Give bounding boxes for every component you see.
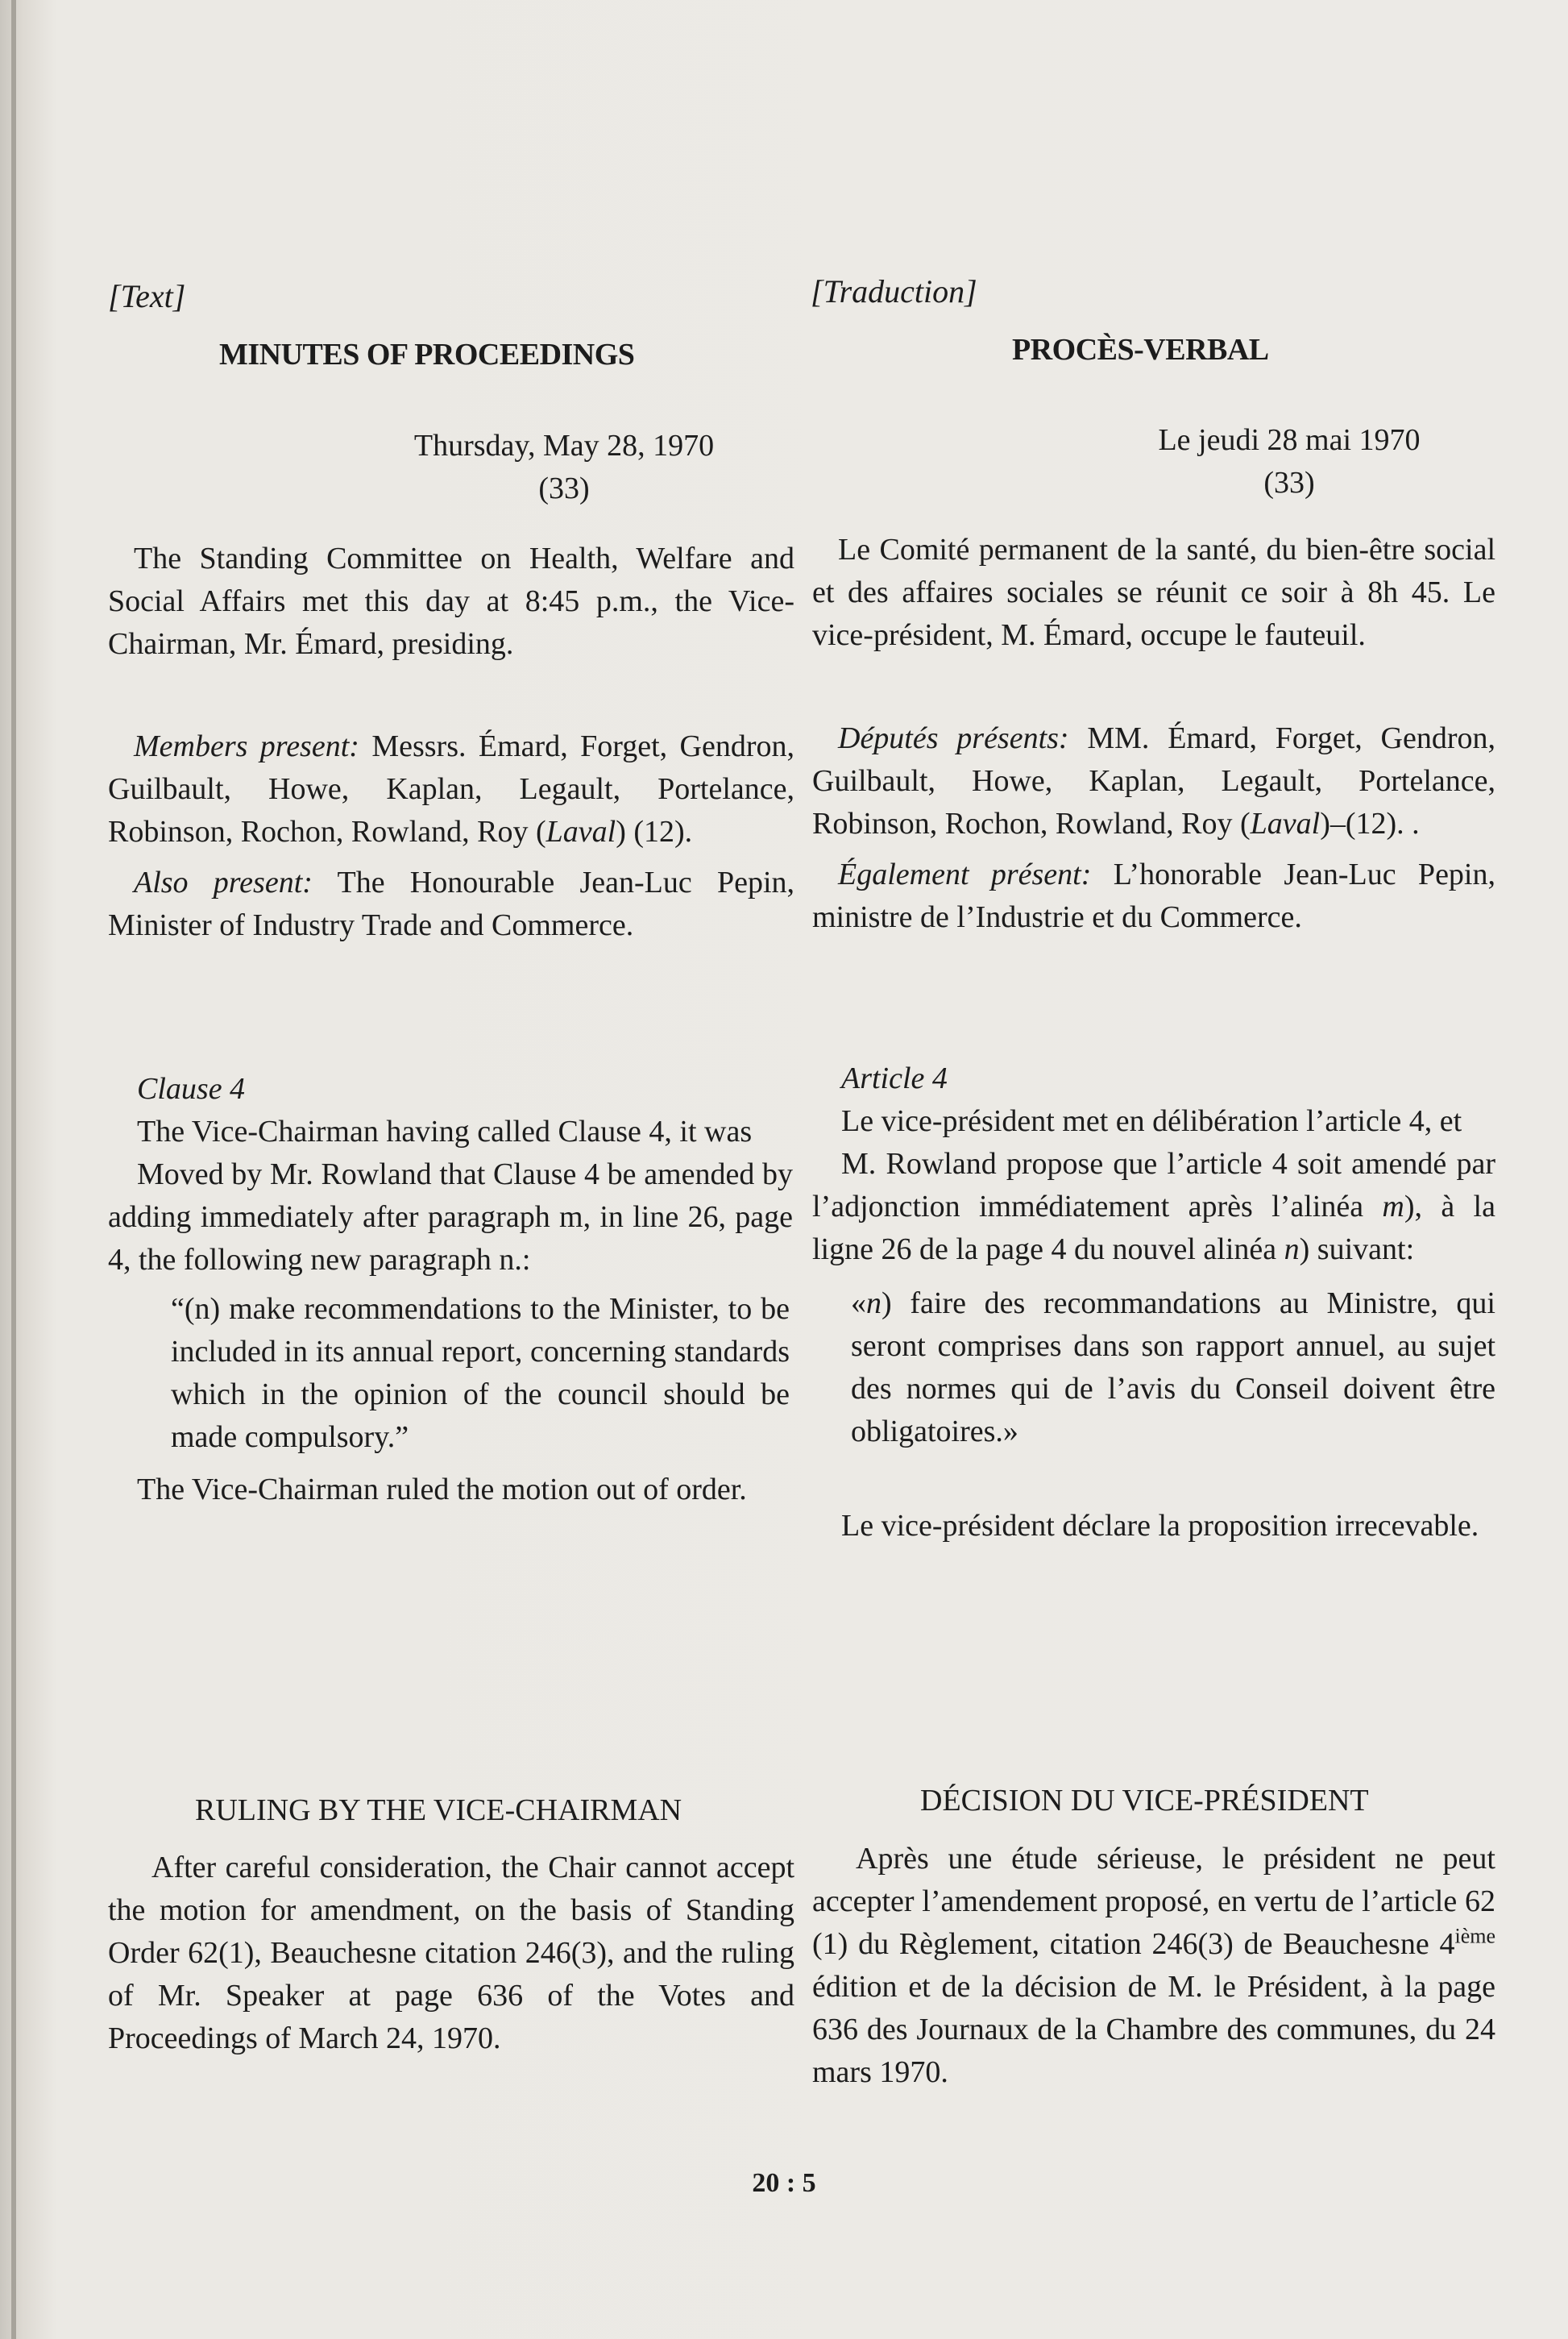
members-present-paragraph	[108, 725, 794, 854]
ruling-paragraph: After careful consideration, the Chair cannot accept the motion for amendment, on the basis of Standing Order 62(1), Beauchesne citation 246(3), and the ruling of Mr. Speaker at page 636 of the Votes and Proceedings of March 24, 1970.	[108, 1851, 794, 2055]
right-ruling-block	[812, 1838, 1495, 2094]
alinea-m: m	[1382, 1190, 1404, 1224]
meeting-date: Thursday, May 28, 1970	[413, 429, 715, 463]
edition-superscript: ième	[1454, 1924, 1495, 1948]
proces-verbal-heading: PROCÈS-VERBAL	[1012, 333, 1269, 367]
deputes-presents-label: Députés présents:	[838, 721, 1069, 755]
french-moved-paragraph	[812, 1143, 1495, 1271]
page-number: 20 : 5	[752, 2168, 816, 2198]
alinea-n: n	[1284, 1232, 1300, 1266]
left-members-block	[108, 725, 794, 947]
french-moved-text-c: ) suivant:	[1299, 1232, 1415, 1266]
french-quoted-amendment	[812, 1282, 1495, 1453]
deputes-presents-paragraph	[812, 717, 1495, 845]
right-members-block	[812, 717, 1495, 939]
also-present-label: Also present:	[134, 866, 313, 899]
article-called: Le vice-président met en délibération l’article 4, et	[841, 1104, 1462, 1138]
egalement-present-label: Également présent:	[838, 858, 1092, 891]
moved-paragraph: Moved by Mr. Rowland that Clause 4 be amended by adding immediately after paragraph m, in line 26, page 4, the following new paragraph n.:	[108, 1157, 793, 1277]
decision-heading: DÉCISION DU VICE-PRÉSIDENT	[920, 1784, 1369, 1818]
right-body-top	[812, 529, 1495, 657]
opening-paragraph: The Standing Committee on Health, Welfare and Social Affairs met this day at 8:45 p.m., the Vice-Chairman, Mr. Émard, presiding.	[108, 542, 794, 661]
members-present-label: Members present:	[134, 729, 359, 763]
french-opening-paragraph: Le Comité permanent de la santé, du bien-être social et des affaires sociales se réunit ce soir à 8h 45. Le vice-président, M. Émard, occupe le fauteuil.	[812, 533, 1495, 652]
left-clause-block	[108, 1068, 793, 1511]
egalement-present-text: L’honorable Jean-Luc Pepin, ministre de l’Industrie et du Commerce.	[812, 858, 1495, 934]
quote-n: n	[866, 1286, 881, 1320]
ruled-out-of-order: The Vice-Chairman ruled the motion out of order.	[137, 1473, 747, 1506]
also-present-text: The Honourable Jean-Luc Pepin, Minister of Industry Trade and Commerce.	[108, 866, 794, 942]
deputes-presents-text: MM. Émard, Forget, Gendron, Guilbault, Howe, Kaplan, Legault, Portelance, Robinson, Rochon, Rowland, Roy (	[812, 721, 1495, 841]
left-body-top	[108, 538, 794, 666]
text-label: [Text]	[108, 278, 186, 314]
french-date-block	[1120, 419, 1458, 505]
also-present-paragraph	[108, 862, 794, 947]
french-quote-text: ) faire des recommandations au Ministre, qui seront comprises dans son rapport annuel, au sujet des normes qui de l’avis du Conseil doivent être obligatoires.»	[851, 1286, 1495, 1448]
right-article-block	[812, 1057, 1495, 1548]
members-laval: Laval	[545, 815, 616, 849]
members-present-text: Messrs. Émard, Forget, Gendron, Guilbault, Howe, Kaplan, Legault, Portelance, Robinson, Rochon, Rowland, Roy (	[108, 729, 794, 849]
clause-called: The Vice-Chairman having called Clause 4, it was	[137, 1115, 753, 1149]
quoted-amendment: “(n) make recommendations to the Minister, to be included in its annual report, concerning standards which in the opinion of the council should be made compulsory.”	[171, 1292, 790, 1454]
deputes-count: )–(12). .	[1320, 807, 1420, 841]
members-count: ) (12).	[616, 815, 693, 849]
decision-text-a: Après une étude sérieuse, le président ne peut accepter l’amendement proposé, en vertu de l’article 62 (1) du Règlement, citation 246(3) de Beauchesne 4	[812, 1842, 1495, 1961]
french-moved-text-b: ), à la ligne 26 de la page 4 du nouvel alinéa	[812, 1190, 1495, 1266]
egalement-present-paragraph	[812, 854, 1495, 939]
minutes-heading: MINUTES OF PROCEEDINGS	[219, 338, 635, 372]
irrecevable-paragraph: Le vice-président déclare la proposition irrecevable.	[841, 1509, 1479, 1543]
left-ruling-block	[108, 1847, 794, 2060]
quote-open: «	[851, 1286, 866, 1320]
meeting-date-block	[395, 425, 733, 510]
clause-heading: Clause 4	[137, 1072, 246, 1106]
decision-text-b: édition et de la décision de M. le Président, à la page 636 des Journaux de la Chambre des communes, du 24 mars 1970.	[812, 1970, 1495, 2089]
french-meeting-date: Le jeudi 28 mai 1970	[1158, 423, 1421, 457]
french-moved-text-a: M. Rowland propose que l’article 4 soit amendé par l’adjonction immédiatement après l’alinéa	[812, 1147, 1495, 1224]
deputes-laval: Laval	[1250, 807, 1321, 841]
french-meeting-number: (33)	[1263, 466, 1315, 500]
ruling-heading: RULING BY THE VICE-CHAIRMAN	[195, 1793, 682, 1827]
decision-paragraph	[812, 1838, 1495, 2094]
traduction-label: [Traduction]	[811, 273, 977, 310]
binding-edge	[11, 0, 16, 2339]
meeting-number: (33)	[538, 472, 590, 505]
article-heading: Article 4	[841, 1061, 948, 1095]
